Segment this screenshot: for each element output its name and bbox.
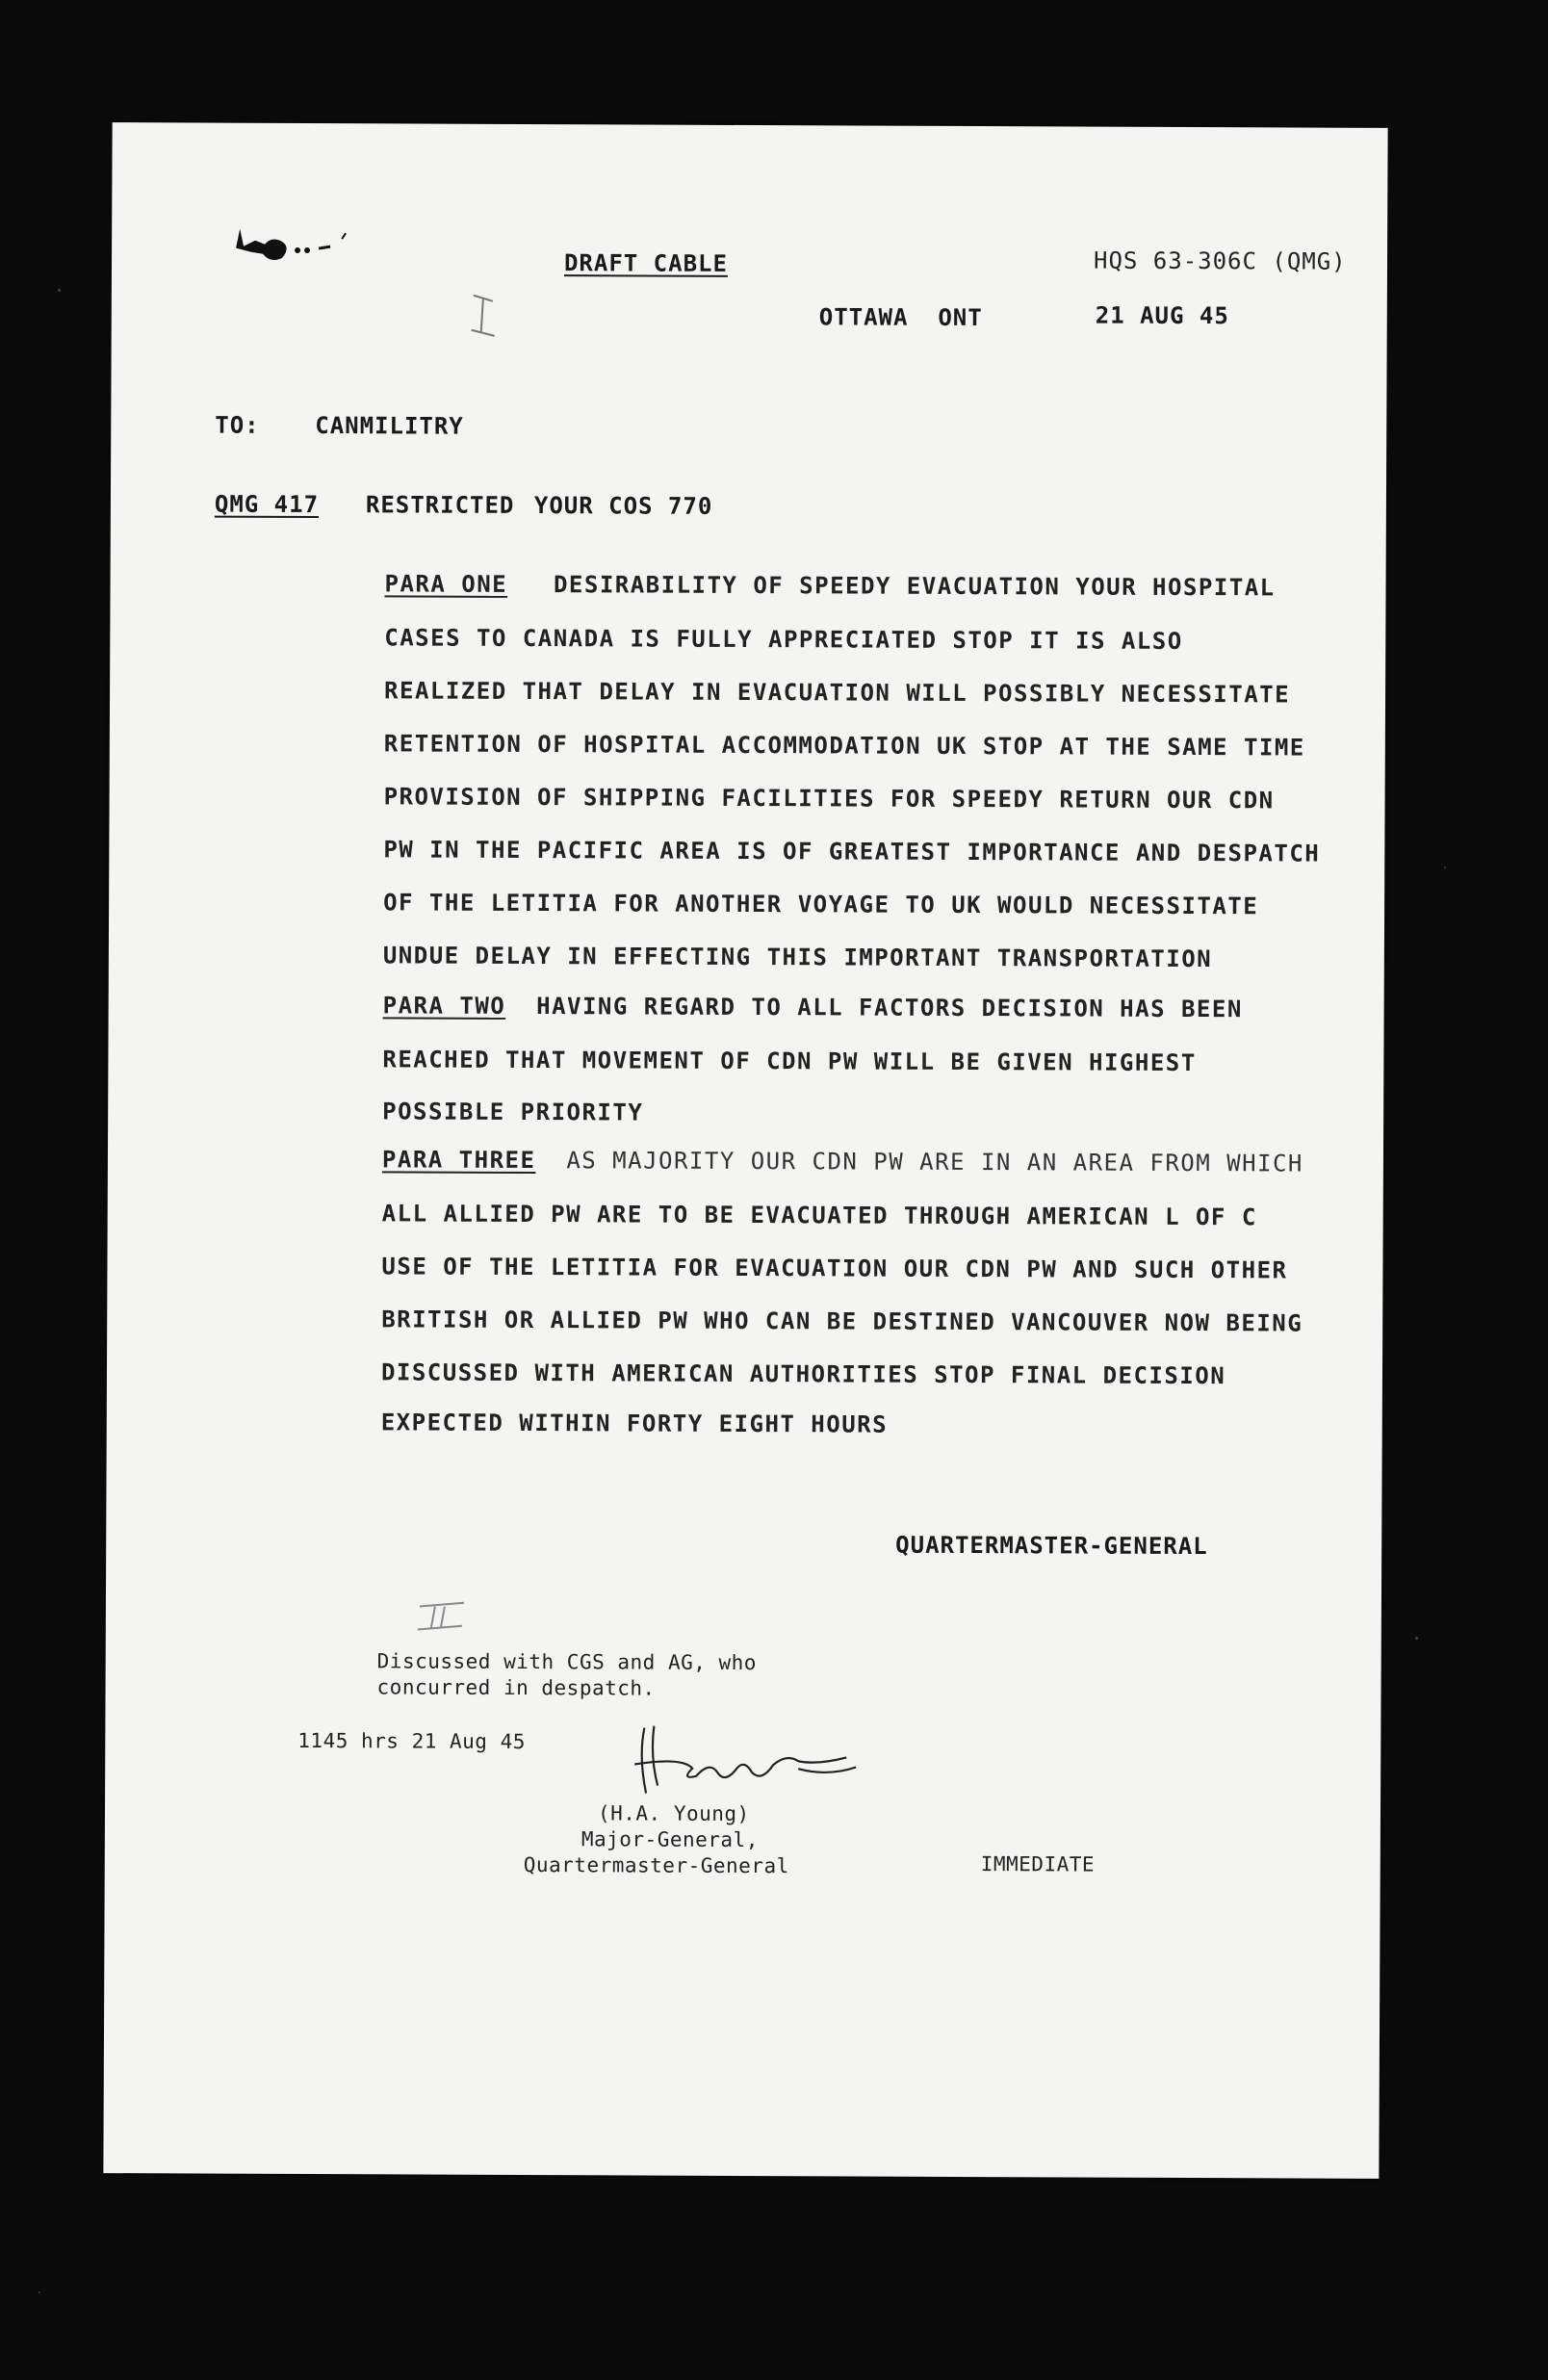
para-one-text: DESIRABILITY OF SPEEDY EVACUATION YOUR HOSPITAL <box>553 571 1276 602</box>
para-one-line: REALIZED THAT DELAY IN EVACUATION WILL POSSIBLY NECESSITATE <box>384 677 1291 709</box>
reference: YOUR COS 770 <box>533 492 713 520</box>
para-three-text: AS MAJORITY OUR CDN PW ARE IN AN AREA FROM WHICH <box>566 1147 1303 1177</box>
para-one-label: PARA ONE <box>384 570 508 598</box>
time-stamp: 1145 hrs 21 Aug 45 <box>297 1728 526 1754</box>
film-dust <box>58 289 61 292</box>
handwritten-mark-two <box>414 1597 472 1636</box>
precedence: IMMEDIATE <box>980 1852 1096 1876</box>
origin-location: OTTAWA ONT <box>818 303 983 332</box>
para-two-line: REACHED THAT MOVEMENT OF CDN PW WILL BE GIVEN HIGHEST <box>382 1046 1197 1077</box>
signatory-rank: Major-General, <box>580 1827 759 1852</box>
para-three-first-line <box>382 1146 1303 1177</box>
para-two-label: PARA TWO <box>382 992 506 1020</box>
film-dust <box>39 2291 40 2293</box>
classification: RESTRICTED <box>365 491 515 519</box>
to-label: TO: <box>215 411 260 439</box>
para-three-line: BRITISH OR ALLIED PW WHO CAN BE DESTINED VANCOUVER NOW BEING <box>381 1306 1303 1337</box>
para-one-line: PW IN THE PACIFIC AREA IS OF GREATEST IMPORTANCE AND DESPATCH <box>383 836 1321 867</box>
para-one-line: UNDUE DELAY IN EFFECTING THIS IMPORTANT TRANSPORTATION <box>382 942 1213 973</box>
note-line: concurred in despatch. <box>376 1675 656 1700</box>
para-one-line: OF THE LETITIA FOR ANOTHER VOYAGE TO UK WOULD NECESSITATE <box>383 889 1259 920</box>
film-dust <box>1444 867 1446 868</box>
document-sheet <box>103 122 1387 2179</box>
para-two-line: POSSIBLE PRIORITY <box>382 1098 644 1126</box>
para-two-text: HAVING REGARD TO ALL FACTORS DECISION HAS BEEN <box>536 993 1243 1023</box>
message-number: QMG 417 <box>214 490 320 519</box>
para-three-line: EXPECTED WITHIN FORTY EIGHT HOURS <box>380 1409 889 1438</box>
signatory-title: Quartermaster-General <box>523 1853 789 1878</box>
para-one-line: PROVISION OF SHIPPING FACILITIES FOR SPEEDY RETURN OUR CDN <box>383 783 1275 815</box>
para-three-line: USE OF THE LETITIA FOR EVACUATION OUR CDN PW AND SUCH OTHER <box>381 1253 1288 1284</box>
ink-blot-mark <box>222 220 357 278</box>
film-dust <box>1415 1637 1418 1640</box>
document-date: 21 AUG 45 <box>1095 301 1229 330</box>
para-three-line: ALL ALLIED PW ARE TO BE EVACUATED THROUGH AMERICAN L OF C <box>381 1200 1257 1231</box>
signatory-name: (H.A. Young) <box>597 1801 750 1826</box>
para-one-line: RETENTION OF HOSPITAL ACCOMMODATION UK STOP AT THE SAME TIME <box>383 730 1305 762</box>
para-one-line: CASES TO CANADA IS FULLY APPRECIATED STOP IT IS ALSO <box>384 624 1183 655</box>
para-three-label: PARA THREE <box>381 1146 536 1175</box>
addressee: CANMILITRY <box>315 412 464 440</box>
note-line: Discussed with CGS and AG, who <box>376 1649 758 1675</box>
handwritten-signature <box>625 1718 875 1805</box>
file-reference: HQS 63-306C (QMG) <box>1093 246 1347 275</box>
para-one-first-line <box>385 570 1276 601</box>
document-title: DRAFT CABLE <box>563 249 729 277</box>
para-two-first-line <box>383 992 1243 1022</box>
handwritten-mark-one <box>466 288 504 346</box>
para-three-line: DISCUSSED WITH AMERICAN AUTHORITIES STOP FINAL DECISION <box>380 1358 1226 1390</box>
sender: QUARTERMASTER-GENERAL <box>895 1531 1208 1561</box>
